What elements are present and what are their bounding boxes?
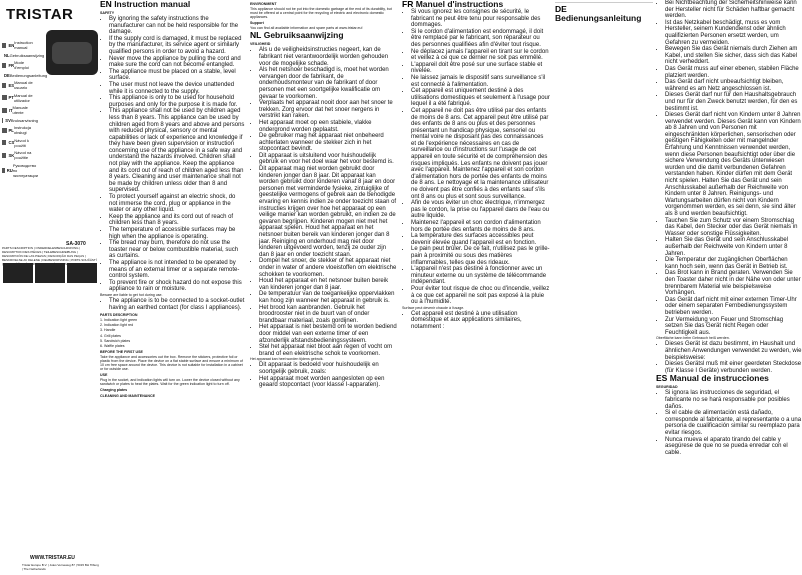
- safety-item: • Het apparaat moet op een stabiele, vlakke ondergrond worden geplaatst.: [259, 120, 397, 133]
- flag-icon: [2, 140, 6, 145]
- safety-item: • Si el cable de alimentación está dañado, corresponde al fabricante, al representante o a una persona de cualificación similar su reemplazo para evitar riesgos.: [665, 410, 802, 436]
- language-label: Instruction manual: [14, 40, 33, 50]
- safety-item: • The appliance is not intended to be operated by means of an external timer or a separate remote-control system.: [109, 260, 245, 280]
- safety-item: • Als het netsnoer beschadigd is, moet het worden vervangen door de fabrikant, de onderhoudsmonteur van de fabrikant of door personen met een soortgelijke kwalificatie om gevaar te voorkomen.: [259, 67, 397, 100]
- safety-item: • To protect yourself against an electric shock, do not immerse the cord, plug or appliance in the water or any other liquid.: [109, 194, 245, 214]
- environment-text: This appliance should not be put into the domestic garbage at the end of its durability, but must be offered at a central point for the recycling of electric and electronic domestic appliances.: [250, 7, 392, 20]
- brand-logo: TRISTAR: [6, 6, 74, 23]
- safety-item: • Zur Vermeidung von Feuer und Stromschlag setzen Sie das Gerät nicht Regen oder Feuchtigkeit aus.: [665, 317, 802, 337]
- de-class-item: • Dieses Gerät ist dazu bestimmt, im Haushalt und ähnlichen Anwendungen verwendet zu werden, wie beispielsweise:: [665, 341, 802, 361]
- safety-item: • Das Gerät muss auf einer ebenen, stabilen Fläche platziert werden.: [665, 66, 802, 79]
- language-label: Gebruiksaanwijzing: [9, 52, 45, 58]
- parts-list: [100, 318, 245, 348]
- safety-item: • To prevent fire or shock hazard do not expose this appliance to rain or moisture.: [109, 280, 245, 293]
- before-text: Take the appliance and accessories out the box. Remove the stickers, protective foil or plastic from the device. Place the device on a flat stable surface and ensure a minimum of 10 cm free space around the device. This device is not suitable for installation in a cabinet or for outside use.: [100, 354, 243, 372]
- safety-item: • Als u de veiligheidsinstructies negeert, kan de fabrikant niet verantwoordelijk worden gehouden voor de mogelijke schade.: [259, 47, 397, 67]
- safety-item: • Cet appareil est uniquement destiné à des utilisations domestiques et seulement à l'usage pour lequel il a été fabriqué.: [411, 88, 550, 108]
- waffle-plate-image: [67, 263, 97, 283]
- safety-item: • Si ignora las instrucciones de seguridad, el fabricante no se hará responsable por posibles daños.: [665, 390, 802, 410]
- support-text: You can find all available information and spare parts at www.tristar.eu!: [250, 26, 363, 31]
- en-class-list: [100, 298, 245, 311]
- flag-icon: [2, 63, 6, 68]
- de-hot-note: Oberfläche kann beim Gebrauch heiß werden.: [656, 336, 730, 341]
- use-text: Plug in the socket, and indication lights will turn on. Lower the device closed without any sandwich or plates to heat the plates. Wait for the green indication light to turn off.: [100, 378, 240, 387]
- language-label: Mode d'emploi: [14, 60, 29, 70]
- safety-item: • The user must not leave the device unattended while it is connected to the supply.: [109, 82, 245, 95]
- safety-item: • Cet appareil ne doit pas être utilisé par des enfants de moins de 8 ans. Cet appareil peut être utilisé par des enfants de 8 ans ou plus et des personnes présentant un handicap physique, sensoriel ou mental voire ne disposant pas des connaissances et de l'expérience nécessaires en cas de surveillance ou d'instructions sur l'usage de cet appareil en toute sécurité et de compréhension des risques impliqués. Les enfants ne doivent pas jouer avec l'appareil. Maintenez l'appareil et son cordon d'alimentation hors de portée des enfants de moins de 8 ans. Le nettoyage et la maintenance utilisateur ne doivent pas être confiés à des enfants sauf s'ils ont 8 ans ou plus et sont sous surveillance.: [411, 108, 550, 200]
- language-item: [2, 150, 38, 160]
- de-title: DE Bedienungsanleitung: [555, 4, 642, 23]
- safety-item: • Bewegen Sie das Gerät niemals durch Ziehen am Kabel, und stellen Sie sicher, dass sich das Kabel nicht verheddert.: [665, 46, 802, 66]
- plates-images: [2, 262, 98, 289]
- cleaning-heading: CLEANING AND MAINTENANCE: [100, 394, 155, 399]
- language-label: Bruksanvisning: [10, 117, 38, 123]
- fr-class-list: [402, 311, 550, 331]
- language-item: [2, 93, 38, 103]
- language-label: Manual de utilizador: [13, 92, 33, 103]
- safety-item: • Keep the appliance and its cord out of reach of children less than 8 years.: [109, 214, 245, 227]
- language-item: [2, 138, 38, 148]
- language-item: [2, 125, 38, 135]
- language-label: Návod na použitie: [14, 150, 32, 160]
- fr-safety-list: [402, 9, 550, 306]
- language-label: Bedienungsanleitung: [9, 72, 48, 78]
- fr-section: [402, 0, 550, 575]
- safety-item: • Afin de vous éviter un choc électrique, n'immergez pas le cordon, la prise ou l'appareil dans de l'eau ou autre liquide.: [411, 200, 550, 220]
- language-label: Manuale utente: [12, 105, 28, 115]
- en-class-item: • The appliance is to be connected to a socket-outlet having an earthed contact (for class I appliances).: [109, 298, 245, 311]
- language-item: [2, 163, 38, 178]
- before-heading: BEFORE THE FIRST USE: [100, 349, 143, 354]
- de-section: [656, 0, 802, 575]
- language-label: Instrukcja obsługi: [13, 125, 31, 135]
- safety-item: • Das Gerät darf nicht unbeaufsichtigt bleiben, während es am Netz angeschlossen ist.: [665, 79, 802, 92]
- language-code: DE: [4, 72, 10, 78]
- sandwich-plate-image: [35, 263, 65, 283]
- flag-icon: [2, 108, 7, 113]
- safety-item: • De temperatuur van de toegankelijke oppervlakken kan hoog zijn wanneer het apparaat in gebruik is.: [259, 291, 397, 304]
- safety-item: • Nunca mueva el aparato tirando del cable y asegúrese de que no se pueda enredar con el cable.: [665, 437, 802, 457]
- safety-item: • If the supply cord is damaged, it must be replaced by the manufacturer, its service agent or similarly qualified persons in order to avoid a hazard.: [109, 36, 245, 56]
- flag-icon: [2, 168, 5, 173]
- fr-title: FR Manuel d'instructions: [402, 0, 504, 9]
- safety-item: • L'appareil n'est pas destiné à fonctionner avec un minuteur externe ou un système de télécommande indépendant.: [411, 266, 550, 286]
- company-address: Tristar Europe B.V. | Jules Verneweg 87 | 5015 BH Tilburg | The Netherlands: [22, 563, 99, 571]
- safety-item: • By ignoring the safety instructions the manufacturer can not be held responsible for the damage.: [109, 16, 245, 36]
- safety-item: • De gebruiker mag het apparaat niet onbeheerd achterlaten wanneer de stekker zich in het stopcontact bevindt.: [259, 133, 397, 153]
- safety-item: • Pour éviter tout risque de choc ou d'incendie, veillez à ce que cet appareil ne soit pas exposé à la pluie ou à l'humidité.: [411, 286, 550, 306]
- model-number: SA-3070: [66, 241, 86, 247]
- language-label: Návod k použití: [14, 137, 29, 148]
- parts-item: 3. Handle: [100, 328, 116, 333]
- language-code: IT: [8, 107, 13, 113]
- language-item: [2, 52, 45, 58]
- safety-item: • Dit apparaat mag niet worden gebruikt door kinderen jonger dan 8 jaar. Dit apparaat kan worden gebruikt door kinderen vanaf 8 jaar en door personen met verminderde fysieke, zintuiglijke of geestelijke vermogens of gebrek aan de benodigde ervaring en kennis indien ze onder toezicht staan of instructies krijgen over hoe het apparaat op een veilige manier kan worden gebruikt, en indien ze de gevaren begrijpen. Kinderen mogen niet met het apparaat spelen. Houd het apparaat en het netsnoer buiten bereik van kinderen jonger dan 8 jaar. Reiniging en onderhoud mag niet door kinderen uitgevoerd worden, tenzij ze ouder zijn dan 8 jaar en onder toezicht staan.: [259, 166, 397, 258]
- es-safety-heading: SEGURIDAD: [656, 385, 678, 390]
- parts-item: 5. Sandwich plates: [100, 338, 131, 343]
- safety-item: • Si vous ignorez les consignes de sécurité, le fabricant ne peut être tenu pour responsable des dommages.: [411, 9, 550, 29]
- language-code: EN: [8, 42, 15, 48]
- language-list: [2, 40, 48, 180]
- safety-item: • Dieses Gerät darf nur für den Haushaltsgebrauch und nur für den Zweck benutzt werden, für den es bestimmt ist.: [665, 92, 802, 112]
- safety-item: • Tauchen Sie zum Schutz vor einem Stromschlag das Kabel, den Stecker oder das Gerät niemals in Wasser oder sonstige Flüssigkeiten.: [665, 218, 802, 238]
- safety-item: • Die Temperatur der zugänglichen Oberflächen kann hoch sein, wenn das Gerät in Betrieb ist.: [665, 257, 802, 270]
- safety-item: • This appliance is only to be used for household purposes and only for the purpose it is made for.: [109, 95, 245, 108]
- language-item: [2, 118, 38, 123]
- safety-item: • Dieses Gerät darf nicht von Kindern unter 8 Jahren verwendet werden. Dieses Gerät kann von Kindern ab 8 Jahren und von Personen mit eingeschränkten körperlichen, sensorischen oder geistigen Fähigkeiten oder mit mangelnder Erfahrung und Kenntnissen verwendet werden, wenn diese Personen beaufsichtigt oder über die sichere Verwendung des Geräts unterwiesen wurden und die damit verbundenen Gefahren verstanden haben. Kinder dürfen mit dem Gerät nicht spielen. Halten Sie das Gerät und sein Anschlusskabel außerhalb der Reichweite von Kindern unter 8 Jahren. Reinigungs- und Wartungsarbeiten dürfen nicht von Kindern vorgenommen werden, es sei denn, sie sind älter als 8 und werden beaufsichtigt.: [665, 112, 802, 218]
- safety-item: • L'appareil doit être posé sur une surface stable et nivelée.: [411, 62, 550, 75]
- de-class-item-2: • Dieses Gerätsl muß mit einer geerdeten Steckdose (für Klasse I Geräte) verbunden werden.: [665, 361, 802, 374]
- de-small-section: [555, 0, 653, 575]
- language-code: FR: [8, 62, 15, 68]
- nl-hot-note: Het apparaat kan heet worden tijdens gebruik.: [250, 357, 324, 362]
- product-image: [46, 30, 98, 75]
- language-label: Руководство по эксплуатации: [12, 162, 39, 178]
- safety-item: • Das Brot kann in Brand geraten. Verwenden Sie den Toaster daher nicht in der Nähe von oder unter brennbarem Material wie beispielsweise Vorhängen.: [665, 270, 802, 296]
- nl-title: NL Gebruiksaanwijzing: [250, 30, 344, 41]
- safety-item: • Verplaats het apparaat nooit door aan het snoer te trekken. Zorg ervoor dat het snoer nergens in verstrikt kan raken.: [259, 100, 397, 120]
- safety-item: • Houd het apparaat en het netsnoer buiten bereik van kinderen jonger dan 8 jaar.: [259, 278, 397, 291]
- safety-item: • Maintenez l'appareil et son cordon d'alimentation hors de portée des enfants de moins de 8 ans.: [411, 220, 550, 233]
- safety-item: • Bei Nichtbeachtung der Sicherheitshinweise kann der Hersteller nicht für Schäden haftbar gemacht werden.: [665, 0, 802, 20]
- language-code: RU: [6, 167, 13, 173]
- language-code: NL: [4, 52, 10, 58]
- language-label: Manual de usuario: [14, 80, 33, 90]
- safety-item: • Le pain peut brûler. De ce fait, n'utilisez pas le grille-pain à proximité ou sous des matières inflammables, telles que des rideaux.: [411, 246, 550, 266]
- safety-item: • The temperature of accessible surfaces may be high when the appliance is operating.: [109, 227, 245, 240]
- safety-item: • The appliance must be placed on a stable, level surface.: [109, 69, 245, 82]
- fr-class-item: • Cet appareil est destiné à une utilisation domestique et aux applications similaires, notamment :: [411, 311, 550, 331]
- parts-item: 2. Indication light red: [100, 323, 134, 328]
- parts-item: 6. Waffle plates: [100, 343, 125, 348]
- use-heading: USE: [100, 373, 108, 378]
- website-link[interactable]: WWW.TRISTAR.EU: [30, 555, 75, 561]
- flag-icon: [2, 118, 3, 123]
- fr-hot-note: Surface peut devenir chaude à l'usage.: [402, 305, 465, 310]
- en-safety-list: [100, 16, 245, 293]
- language-code: CS: [8, 140, 15, 145]
- flag-icon: [2, 153, 6, 158]
- es-title: ES Manual de instrucciones: [656, 373, 769, 384]
- safety-item: • La température des surfaces accessibles peut devenir élevée quand l'appareil est en fonction.: [411, 233, 550, 246]
- language-code: ES: [8, 82, 15, 88]
- language-item: [2, 80, 38, 90]
- safety-item: • Si le cordon d'alimentation est endommagé, il doit être remplacé par le fabricant, son réparateur ou des personnes qualifiées afin d'éviter tout risque.: [411, 29, 550, 49]
- en-title: EN Instruction manual: [100, 0, 191, 9]
- safety-item: • Dompel het snoer, de stekker of het apparaat niet onder in water of andere vloeistoffen om elektrische schokken te voorkomen.: [259, 258, 397, 278]
- es-safety-list: [656, 390, 802, 456]
- safety-item: • Ne laissez jamais le dispositif sans surveillance s'il est connecté à l'alimentation.: [411, 75, 550, 88]
- safety-item: • This appliance shall not be used by children aged less than 8 years. This appliance can be used by children aged from 8 years and above and persons with reduced physical, sensory or mental capabilities or lack of experience and knowledge if they have been given supervision or instruction concerning use of the appliance in a safe way and understand the hazards involved. Children shall not play with the appliance. Keep the appliance and its cord out of reach of children aged less than 8 years. Cleaning and user maintenance shall not be made by children unless older than 8 and supervised.: [109, 108, 245, 194]
- safety-item: • Das Gerät darf nicht mit einer externen Timer-Uhr oder einem separaten Fernbedienungssystem betrieben werden.: [665, 297, 802, 317]
- parts-item: 4. Grill plates: [100, 333, 121, 338]
- language-item: [2, 72, 48, 78]
- nl-section: [250, 0, 397, 575]
- environment-heading: ENVIRONMENT: [250, 2, 277, 6]
- safety-item: • Halten Sie das Gerät und sein Anschlusskabel außerhalb der Reichweite von Kindern unter 8 Jahren.: [665, 237, 802, 257]
- parts-description-list: PARTS DESCRIPTION | ONDERDELENBESCHRIJVING | DESCRIPTION DES PIÈCES | TEILEBESCHREIBUNG | DESCRIPCIÓN DE LAS PIEZAS | DESCRIÇÃO DAS PEÇAS | BESKRIVELSE AV DELENE | DELBESKRIVNING | POPIS SOUČÁSTÍ POPIS: [2, 246, 97, 266]
- language-item: [2, 60, 38, 70]
- parts-item: 1. Indication light green: [100, 318, 138, 323]
- flag-icon: [2, 83, 6, 88]
- grill-plate-image: [3, 263, 33, 283]
- de-class-list: [656, 341, 802, 374]
- language-code: PT: [8, 95, 14, 100]
- safety-item: • Het apparaat is niet bestemd om te worden bediend door middel van een externe timer of een afzonderlijk afstandsbedieningssysteem.: [259, 324, 397, 344]
- de-safety-list: [656, 0, 802, 336]
- safety-item: • Dit apparaat is uitsluitend voor huishoudelijk gebruik en voor het doel waar het voor bestemd is.: [259, 153, 397, 166]
- safety-item: • Het brood kan aanbranden. Gebruik het broodrooster niet in de buurt van of onder brandbaar materiaal, zoals gordijnen.: [259, 305, 397, 325]
- language-code: SK: [8, 152, 15, 158]
- flag-icon: [2, 95, 7, 100]
- nl-safety-heading: VEILIGHEID: [250, 42, 271, 47]
- divider: [555, 2, 653, 3]
- nl-class-list: [250, 362, 397, 388]
- safety-item: • Never move the appliance by pulling the cord and make sure the cord can not become entangled.: [109, 56, 245, 69]
- nl-class-item-2: • Het apparaat moet worden aangesloten op een geaard stopcontact (voor klasse I-apparaten).: [259, 376, 397, 389]
- flag-icon: [2, 43, 6, 48]
- flag-icon: [2, 128, 7, 133]
- language-item: [2, 40, 38, 50]
- support-heading: Support: [250, 21, 264, 26]
- language-item: [2, 105, 38, 115]
- safety-item: • Ist das Netzkabel beschädigt, muss es vom Hersteller, seinem Kundendienst oder ähnlich qualifizierten Personen ersetzt werden, um Gefahren zu vermeiden.: [665, 20, 802, 46]
- parts-heading: PARTS DESCRIPTION: [100, 313, 138, 318]
- language-code: PL: [8, 127, 14, 133]
- nl-class-item: • Dit apparaat is bedoeld voor huishoudelijk en soortgelijk gebruik, zoals:: [259, 362, 397, 375]
- safety-item: • Stel het apparaat niet bloot aan regen of vocht om brand of een elektrische schok te voorkomen.: [259, 344, 397, 357]
- nl-safety-list: [250, 47, 397, 357]
- safety-item: • Ne déplacez jamais l'appareil en tirant sur le cordon et veillez à ce que ce dernier ne soit pas emmêlé.: [411, 49, 550, 62]
- charging-heading: Charging plates: [100, 388, 128, 393]
- en-hot-note: Beware are liable to get hot during use.: [100, 292, 163, 297]
- en-safety-heading: SAFETY: [100, 11, 115, 15]
- cover-panel: [0, 0, 100, 575]
- language-code: SV: [5, 117, 11, 123]
- safety-item: • The bread may burn, therefore do not use the toaster near or below combustible material, such as curtains.: [109, 240, 245, 260]
- en-section: [100, 0, 245, 575]
